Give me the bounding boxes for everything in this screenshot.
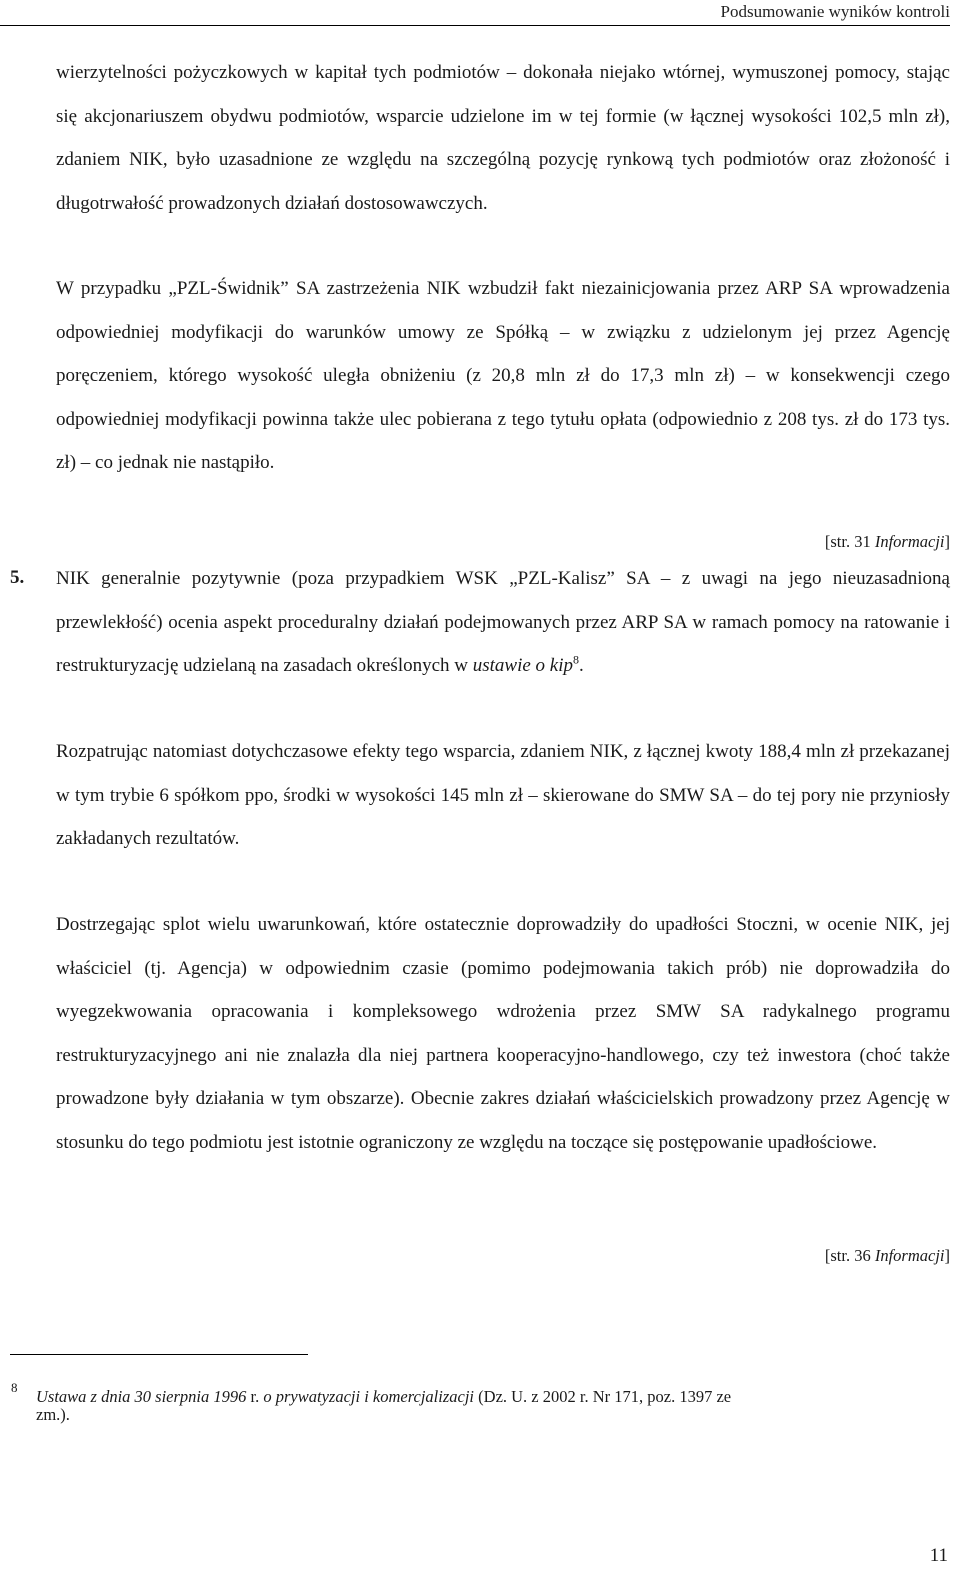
- footnote-mark: 8: [11, 1380, 18, 1395]
- reference-1-suffix: ]: [944, 532, 950, 551]
- paragraph-4: Dostrzegając splot wielu uwarunkowań, które ostatecznie doprowadziły do upadłości Stoczni, w ocenie NIK, jej właściciel (tj. Agencja) w odpowiednim czasie (pomimo podejmowania takich prób) nie doprowadziła do wyegzekwowania opracowania i kompleksowego wdrożenia przez SMW SA radykalnego programu restrukturyzacyjnego ani nie znalazła dla niej partnera kooperacyjno-handlowego, czy też inwestora (choć także prowadzone były działania w tym obszarze). Obecnie zakres działań właścicielskich prowadzony przez Agencję w stosunku do tego podmiotu jest istotnie ograniczony ze względu na toczące się postępowanie upadłościowe.: [56, 914, 950, 1153]
- footnote-text-2: (Dz. U. z 2002 r. Nr 171, poz. 1397 ze: [474, 1387, 732, 1406]
- reference-1-prefix: [str. 31: [824, 532, 875, 551]
- footnote-text: [36, 1383, 946, 1411]
- footnote-italic-2: o prywatyzacji i komercjalizacji: [263, 1387, 475, 1406]
- page-number: 11: [929, 1545, 948, 1566]
- footnote-continuation: zm.).: [36, 1405, 70, 1424]
- item-5-text-before: NIK generalnie pozytywnie (poza przypadkiem WSK „PZL-Kalisz” SA – z uwagi na jego nieuzasadnioną przewlekłość) ocenia aspekt proceduralny działań podejmowanych przez ARP SA w ramach pomocy na ratowanie i restrukturyzację udzielaną na zasadach określonych w: [56, 568, 950, 677]
- item-5-text-after: .: [579, 655, 584, 677]
- footnote-text-1: r.: [246, 1387, 264, 1406]
- footnote-italic-1: Ustawa z dnia 30 sierpnia 1996: [36, 1387, 247, 1406]
- reference-2: [825, 1246, 950, 1266]
- reference-1: [825, 532, 950, 552]
- reference-2-source: Informacji: [874, 1246, 945, 1265]
- footnote-reference: 8: [573, 652, 580, 667]
- paragraph-2: W przypadku „PZL-Świdnik” SA zastrzeżenia NIK wzbudził fakt niezainicjowania przez ARP SA wprowadzenia odpowiedniej modyfikacji do warunków umowy ze Spółką – w związku z udzielonym jej przez Agencję poręczeniem, którego wysokość uległa obniżeniu (z 20,8 mln zł do 17,3 mln zł) – w konsekwencji czego odpowiedniej modyfikacji powinna także ulec pobierana z tego tytułu opłata (odpowiednio z 208 tys. zł do 173 tys. zł) – co jednak nie nastąpiło.: [56, 278, 950, 474]
- item-5-paragraph: [56, 557, 950, 688]
- reference-2-prefix: [str. 36: [824, 1246, 875, 1265]
- paragraph-3: Rozpatrując natomiast dotychczasowe efekty tego wsparcia, zdaniem NIK, z łącznej kwoty 188,4 mln zł przekazanej w tym trybie 6 spółkom ppo, środki w wysokości 145 mln zł – skierowane do SMW SA – do tej pory nie przyniosły zakładanych rezultatów.: [56, 741, 950, 850]
- reference-2-suffix: ]: [944, 1246, 950, 1265]
- footnote-separator: [10, 1354, 308, 1355]
- law-reference: ustawie o kip: [472, 655, 574, 677]
- paragraph-1: wierzytelności pożyczkowych w kapitał tych podmiotów – dokonała niejako wtórnej, wymuszonej pomocy, stając się akcjonariuszem obydwu podmiotów, wsparcie udzielone im w tej formie (w łącznej wysokości 102,5 mln zł), zdaniem NIK, było uzasadnione ze względu na szczególną pozycję rynkową tych podmiotów oraz złożoność i długotrwałość prowadzonych działań dostosowawczych.: [56, 62, 950, 214]
- header-title: Podsumowanie wyników kontroli: [720, 2, 950, 21]
- reference-1-source: Informacji: [874, 532, 945, 551]
- running-header: [0, 0, 950, 26]
- item-5-number: 5.: [10, 567, 25, 588]
